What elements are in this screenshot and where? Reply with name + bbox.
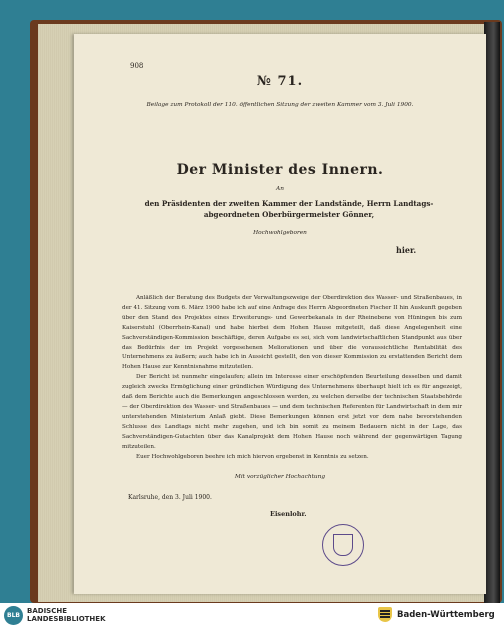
footer-bar bbox=[0, 603, 504, 626]
place-date: Karlsruhe, den 3. Juli 1900. bbox=[128, 494, 212, 501]
page-number: 908 bbox=[130, 62, 144, 70]
paragraph: Euer Hochwohlgeboren beehre ich mich hiervon ergebenst in Kenntnis zu setzen. bbox=[136, 453, 369, 460]
document-page bbox=[74, 34, 486, 594]
paragraph: Anläßlich der Beratung des Budgets der Verwaltungszweige der Oberdirektion des Wasser- und Straßenbaues, in der 41. Sitzung vom 6. März 1900 habe ich auf eine Anfrage des Herrn Abgeordneten Fischer II hin Auskunft gegeben über den Stand des Projektes eines Erweiterungs- und Gewerbekanals in der Rheinebene von Hüningen bis zum Kaiserstuhl (Oberrhein-Kanal) und habe hierbei dem Hohen Hause mitgeteilt, daß diese Angelegenheit eine Sachverständigen-Kommission beschäftige, deren Aufgabe es sei, sich vom landwirtschaftlichen Standpunkt aus über das Bedürfnis der im Projekt vorgesehenen Meliorationen und über die voraussichtliche Rentabilität des Unternehmens zu äußern; auch habe ich in Aussicht gestellt, den von dieser Kommission zu erstattenden Bericht dem Hohen Hause zur Kenntnisnahme mitzuteilen. bbox=[122, 295, 462, 371]
state-name[interactable]: Baden-Württemberg bbox=[397, 610, 495, 620]
document-heading: Der Minister des Innern. bbox=[176, 162, 384, 178]
blb-logo[interactable]: BLB bbox=[4, 606, 23, 625]
signature: Eisenlohr. bbox=[270, 510, 307, 518]
body-text bbox=[122, 294, 462, 462]
stamp-coat-of-arms-icon bbox=[333, 534, 353, 556]
addressee bbox=[114, 198, 464, 220]
place-word: hier. bbox=[396, 245, 417, 255]
paragraph: Der Bericht ist nunmehr eingelaufen; allein im Interesse einer erschöpfenden Beurteilung desselben und damit zugleich zwecks Ermöglichung einer gründlichen Würdigung des Unternehmens überhaupt hielt ich es für angezeigt, daß dem Berichte auch die Bemerkungen angeschlossen werden, zu welchen derselbe der technischen Staatsbehörde — der Oberdirektion des Wasser- und Straßenbaues — und dem technischen Referenten für Landwirtschaft in dem mir unterstehenden Ministerium Anlaß giebt. Diese Bemerkungen können erst jetzt vor dem nahe bevorstehenden Schlusse des Landtags nicht mehr zugehen, und ich bin somit zu meinem Bedauern nicht in der Lage, das Sachverständigen-Gutachten über das Kanalprojekt dem Hohen Hause noch während der gegenwärtigen Tagung mitzuteilen. bbox=[122, 374, 462, 450]
library-name-line-1: BADISCHE bbox=[27, 607, 67, 615]
closing-phrase: Mit vorzüglicher Hochachtung bbox=[234, 474, 326, 480]
addressee-line-2: abgeordneten Oberbürgermeister Gönner, bbox=[203, 210, 375, 219]
addressee-line-1: den Präsidenten der zweiten Kammer der Landstände, Herrn Landtags- bbox=[144, 199, 434, 208]
official-stamp bbox=[322, 524, 364, 566]
addressee-preposition: An bbox=[276, 186, 284, 192]
library-name[interactable] bbox=[27, 607, 106, 623]
baden-wuerttemberg-coat-of-arms-icon[interactable] bbox=[378, 607, 392, 622]
document-subtitle: Beilage zum Protokoll der 110. öffentlichen Sitzung der zweiten Kammer vom 3. Juli 1900. bbox=[146, 102, 414, 108]
honorific: Hochwohlgeboren bbox=[253, 230, 307, 236]
library-name-line-2: LANDESBIBLIOTHEK bbox=[27, 615, 106, 623]
book-spine bbox=[484, 22, 500, 603]
document-number: № 71. bbox=[256, 74, 304, 89]
